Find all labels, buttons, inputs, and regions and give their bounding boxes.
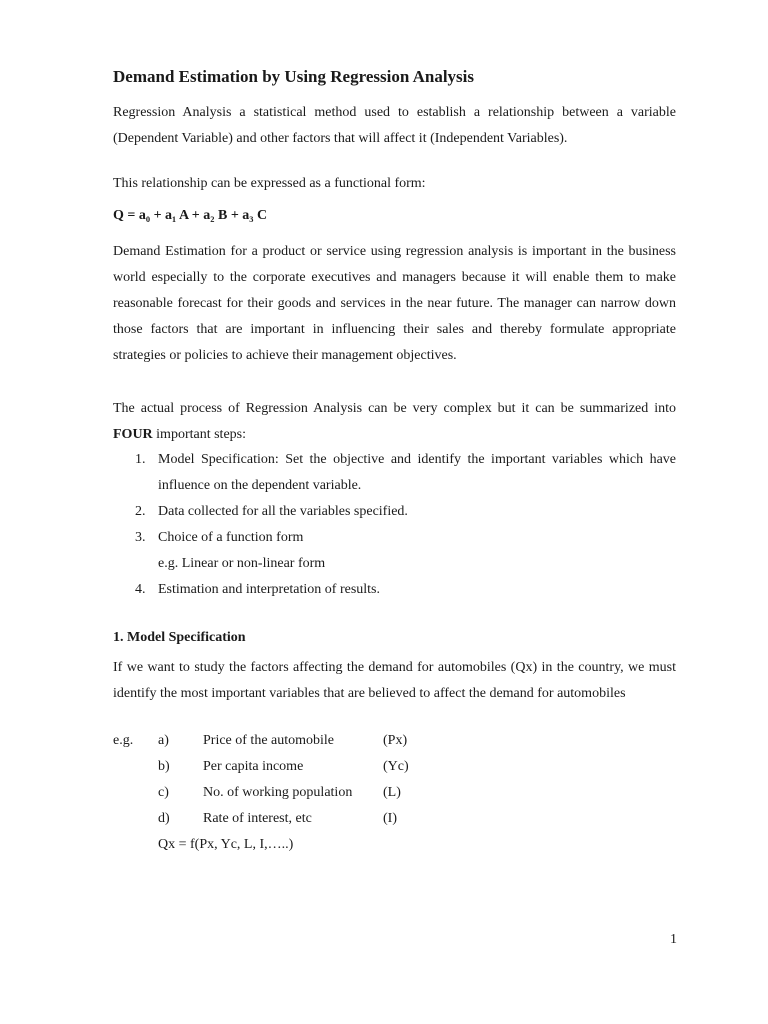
eg-label: e.g. (113, 733, 134, 748)
list-item (113, 811, 413, 837)
step-text: Model Specification: Set the objective and identify the important variables which have influence on the dependent variable. (158, 452, 676, 493)
list-item (113, 785, 413, 811)
step-text: Data collected for all the variables specified. (158, 504, 408, 519)
factor-letter: a) (158, 733, 169, 748)
function-row (113, 837, 413, 863)
step-number: 3. (135, 530, 146, 545)
page-number: 1 (670, 932, 677, 947)
factors-list (113, 733, 413, 863)
process-text-before: The actual process of Regression Analysis can be very complex but it can be summarized into (113, 401, 676, 416)
list-item (113, 577, 676, 603)
process-text-bold: FOUR (113, 427, 153, 442)
factor-name: No. of working population (203, 785, 353, 800)
step-text: Estimation and interpretation of results. (158, 582, 381, 597)
factor-symbol: (Yc) (383, 759, 409, 774)
factor-letter: c) (158, 785, 169, 800)
factor-symbol: (L) (383, 785, 401, 800)
list-item (113, 499, 676, 525)
step-sub-text: e.g. Linear or non-linear form (158, 556, 326, 571)
step-number: 2. (135, 504, 146, 519)
list-item (113, 525, 676, 551)
factor-name: Price of the automobile (203, 733, 335, 748)
importance-paragraph: Demand Estimation for a product or service using regression analysis is important in the business world especially to the corporate executives and managers because it will enable them to make reasonable forecast for their goods and services in the near future. The manager can narrow down those factors that are important in influencing their sales and thereby formulate appropriate strategies or policies to achieve their management objectives. (113, 244, 676, 363)
functional-form-intro: This relationship can be expressed as a functional form: (113, 176, 426, 191)
regression-formula: Q = a₀ + a₁ A + a₂ B + a₃ C (113, 208, 268, 223)
list-item (113, 447, 676, 499)
factor-symbol: (I) (383, 811, 397, 826)
step-number: 1. (135, 452, 146, 467)
steps-list (113, 447, 676, 603)
factor-name: Per capita income (203, 759, 304, 774)
document-title: Demand Estimation by Using Regression Analysis (113, 67, 474, 86)
factor-letter: d) (158, 811, 170, 826)
list-item (113, 733, 413, 759)
demand-function: Qx = f(Px, Yc, L, I,…..) (158, 837, 294, 852)
factor-name: Rate of interest, etc (203, 811, 312, 826)
section-heading: 1. Model Specification (113, 630, 246, 645)
factor-letter: b) (158, 759, 170, 774)
step-text: Choice of a function form (158, 530, 304, 545)
factor-symbol: (Px) (383, 733, 408, 748)
section-paragraph: If we want to study the factors affecting the demand for automobiles (Qx) in the country, we must identify the most important variables that are believed to affect the demand for automobiles (113, 660, 676, 701)
list-item (113, 759, 413, 785)
step-number: 4. (135, 582, 146, 597)
intro-paragraph: Regression Analysis a statistical method used to establish a relationship between a variable (Dependent Variable) and other factors that will affect it (Independent Variables). (113, 105, 676, 146)
process-paragraph (113, 396, 676, 448)
process-text-after: important steps: (152, 427, 246, 442)
